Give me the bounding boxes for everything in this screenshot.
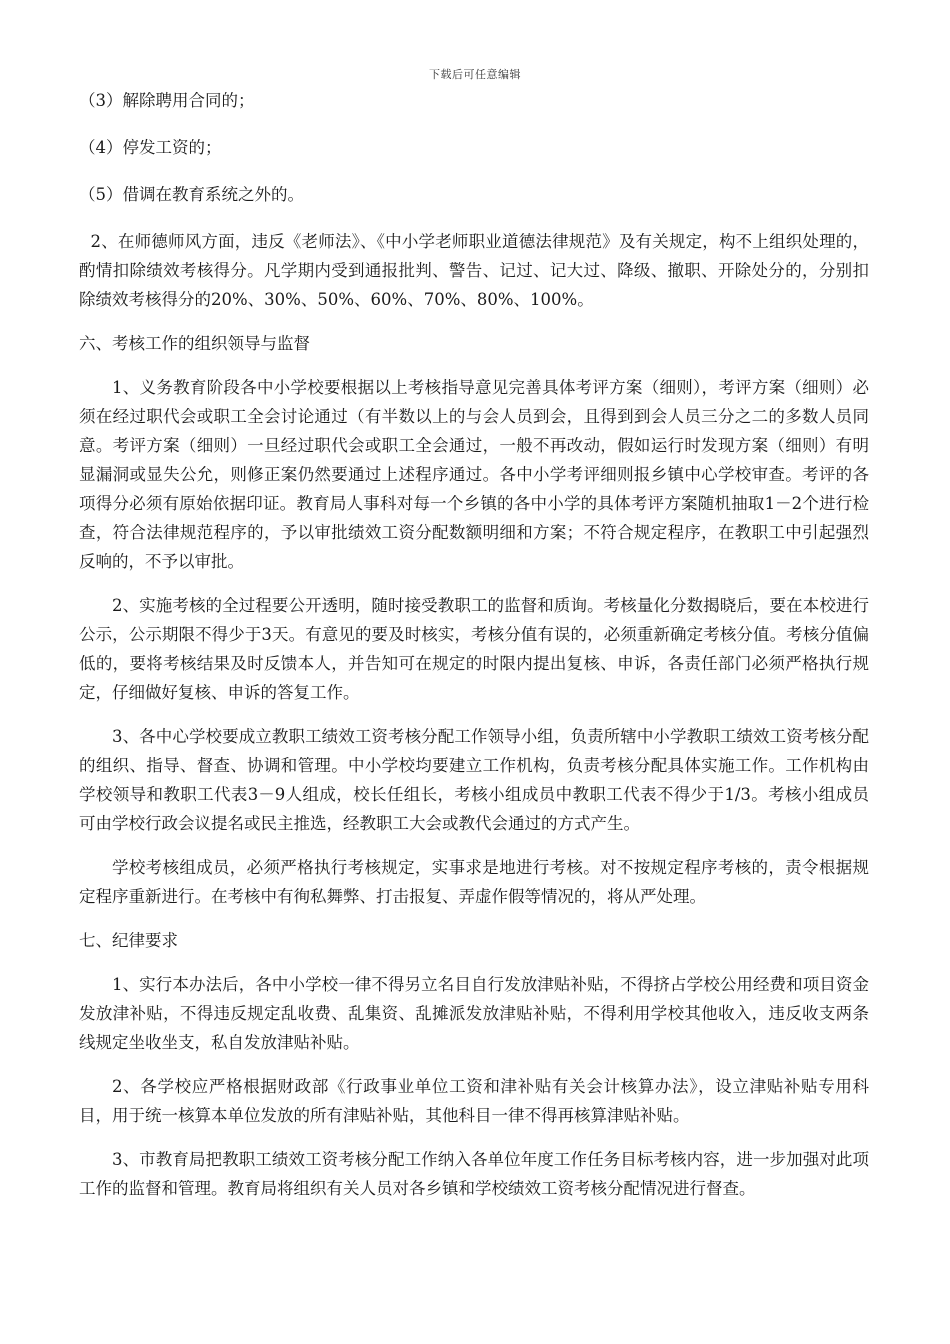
paragraph-six-3: 3、各中心学校要成立教职工绩效工资考核分配工作领导小组，负责所辖中小学教职工绩效工资考核分配的组织、指导、督查、协调和管理。中小学校均要建立工作机构，负责考核分配具体实施工作。工作机构由学校领导和教职工代表3－9人组成，校长任组长，考核小组成员中教职工代表不得少于1/3。考核小组成员可由学校行政会议提名或民主推选，经教职工大会或教代会通过的方式产生。 xyxy=(79,727,869,833)
list-item-4: （4）停发工资的； xyxy=(79,138,222,157)
list-item-3: （3）解除聘用合同的； xyxy=(79,91,255,110)
paragraph-ethics-deduction: 2、在师德师风方面，违反《老师法》、《中小学老师职业道德法律规范》及有关规定，构不上组织处理的，酌情扣除绩效考核得分。凡学期内受到通报批判、警告、记过、记大过、降级、撤职、开除处分的，分别扣除绩效考核得分的20%、30%、50%、60%、70%、80%、100%。 xyxy=(79,232,869,309)
list-item-5: （5）借调在教育系统之外的。 xyxy=(79,185,304,204)
paragraph-seven-3: 3、市教育局把教职工绩效工资考核分配工作纳入各单位年度工作任务目标考核内容，进一步加强对此项工作的监督和管理。教育局将组织有关人员对各乡镇和学校绩效工资考核分配情况进行督查。 xyxy=(79,1150,869,1198)
section-heading-six: 六、考核工作的组织领导与监督 xyxy=(79,334,310,353)
paragraph-seven-1: 1、实行本办法后，各中小学校一律不得另立名目自行发放津贴补贴，不得挤占学校公用经费和项目资金发放津补贴，不得违反规定乱收费、乱集资、乱摊派发放津贴补贴，不得利用学校其他收入，违反收支两条线规定坐收坐支，私自发放津贴补贴。 xyxy=(79,975,869,1052)
section-heading-seven: 七、纪律要求 xyxy=(79,931,178,950)
document-body xyxy=(79,86,869,1218)
paragraph-seven-2: 2、各学校应严格根据财政部《行政事业单位工资和津补贴有关会计核算办法》，设立津贴补贴专用科目，用于统一核算本单位发放的所有津贴补贴，其他科目一律不得再核算津贴补贴。 xyxy=(79,1077,869,1125)
paragraph-six-4: 学校考核组成员，必须严格执行考核规定，实事求是地进行考核。对不按规定程序考核的，责令根据规定程序重新进行。在考核中有徇私舞弊、打击报复、弄虚作假等情况的，将从严处理。 xyxy=(79,858,869,906)
paragraph-six-1: 1、义务教育阶段各中小学校要根据以上考核指导意见完善具体考评方案（细则），考评方案（细则）必须在经过职代会或职工全会讨论通过（有半数以上的与会人员到会，且得到到会人员三分之二的多数人员同意。考评方案（细则）一旦经过职代会或职工全会通过，一般不再改动，假如运行时发现方案（细则）有明显漏洞或显失公允，则修正案仍然要通过上述程序通过。各中小学考评细则报乡镇中心学校审查。考评的各项得分必须有原始依据印证。教育局人事科对每一个乡镇的各中小学的具体考评方案随机抽取1－2个进行检查，符合法律规范程序的，予以审批绩效工资分配数额明细和方案；不符合规定程序，在教职工中引起强烈反响的，不予以审批。 xyxy=(79,378,869,571)
paragraph-six-2: 2、实施考核的全过程要公开透明，随时接受教职工的监督和质询。考核量化分数揭晓后，要在本校进行公示，公示期限不得少于3天。有意见的要及时核实，考核分值有误的，必须重新确定考核分值。考核分值偏低的，要将考核结果及时反馈本人，并告知可在规定的时限内提出复核、申诉，各责任部门必须严格执行规定，仔细做好复核、申诉的答复工作。 xyxy=(79,596,869,702)
download-editable-note: 下载后可任意编辑 xyxy=(429,68,521,81)
